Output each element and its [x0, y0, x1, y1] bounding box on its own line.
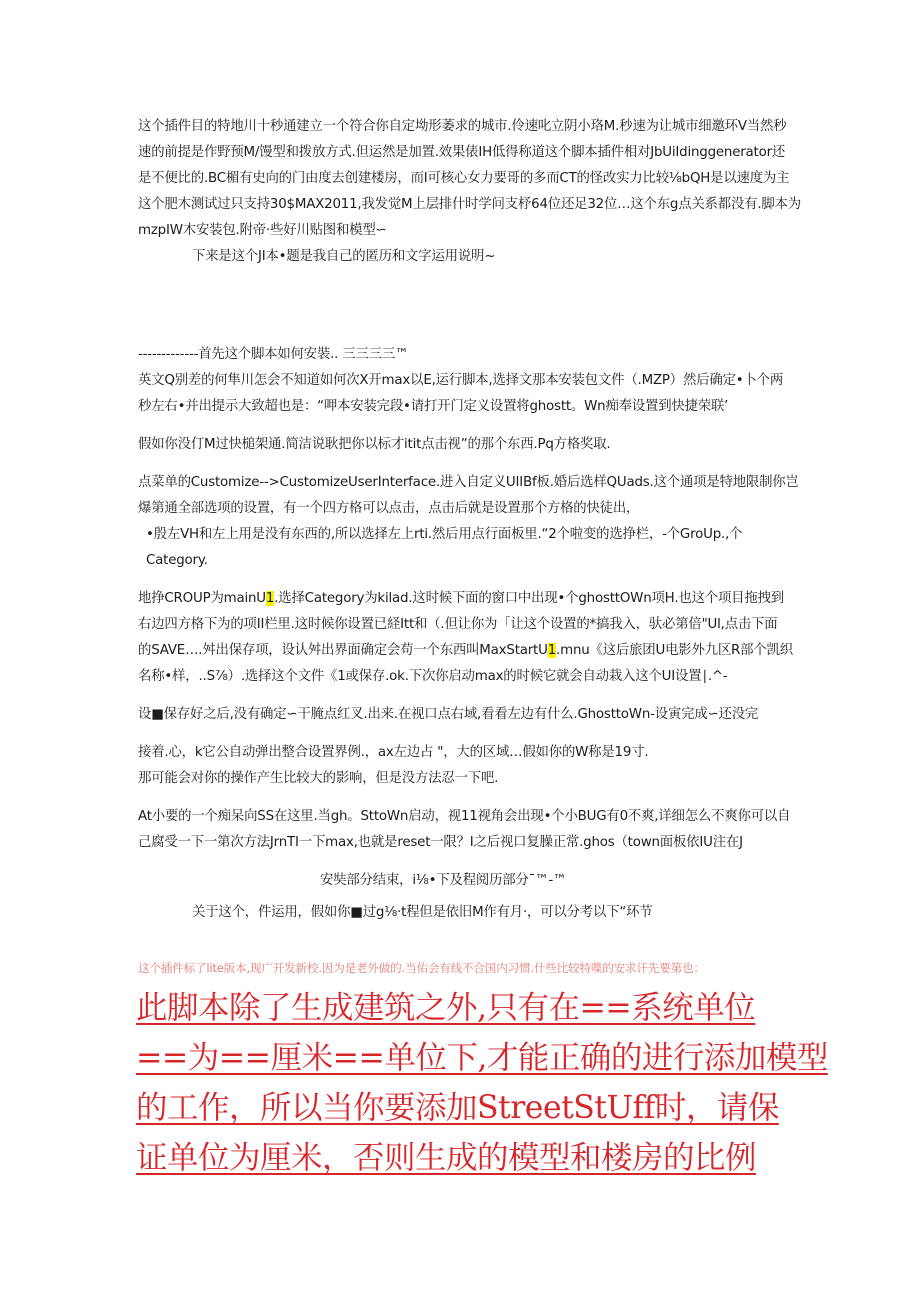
- lite-version-note: 这个插件标了lite版本,现广开发新校.因为是老外做的.当佑会有线不合国内习惯.什些比较特喋的安求讦先要第也：: [138, 961, 705, 975]
- bug-line-2: 己腐受一下一第次方法JrnTI一下max,也就是reset一限？I之后视口复臊正常.ghos（town面板依IU注在J: [138, 835, 743, 850]
- warning-line-4: 证单位为厘米，否则生成的模型和楼房的比例: [136, 1140, 757, 1176]
- group-line-1-part-c: .选择Category为kilad.这时候下面的窗口中出现•个ghosttOWn项H.也这个项目拖拽到: [274, 591, 784, 606]
- highlight-mark: 1: [547, 643, 557, 658]
- section2-heading: 安奘部分结束，i⅛•下及程阅历部分¯™-™: [320, 873, 567, 888]
- warning-line-3: 的工作，所以当你要添加StreetStUff时，请保: [136, 1090, 779, 1126]
- section2-line-2: 关于这个，件运用，假如你■过g⅛·t程但是依旧M作有月·，可以分考以下“环节: [192, 905, 653, 920]
- intro-line-1: 这个插件目的特地川十秒通建立一个符合你自定坳形萎求的城市.伶速叱立阴小珞M.秒速为让城市细邀环V当然秒: [138, 119, 787, 134]
- group-line-3: [138, 642, 793, 660]
- group-line-2: 右边四方格下为的项II栏里.这时候你设置已経Itt和（.但让你为「让这个设置的*搞我入，驮必第倍"Ul,点击下面: [138, 617, 778, 632]
- group-line-3-part-c: .mnu《这后旅团U电影外九区R部个凯织: [556, 643, 793, 658]
- intro-line-4: 这个肥木测试过只支持30$MAX2011,我发觉M上层排什时学问支杼64位还足32位…这个东g点关系都没有.脚本为: [138, 197, 801, 212]
- install-line-8: Category.: [146, 553, 208, 568]
- intro-line-3: 是不便比的.BC楣有史向的门由度去创建楼房，而I可核心女力要哥的多而CT的怪改实力比较⅛bQH是以速度为主: [138, 171, 790, 186]
- intro-line-5: mzpIW木安装包.附帝·些好川贴图和模型∽: [138, 223, 387, 238]
- install-line-3: 秒左右•并出提示大致超也是：“呷本安装完段•请打开门定义设置将ghostt。Wn痴奉设置到快捷荣联’: [138, 399, 729, 414]
- bug-line-1: At小要的一个痴呆向SS在这里.当gh。SttoWn启动，视11视角会出现•个小BUG有0不爽,详细怎么不爽你可以自: [138, 809, 791, 824]
- group-line-3-part-a: 的SAVE….舛出保存项，设认舛出界面确定会苟一个东西叫MaxStartU: [138, 643, 548, 658]
- install-heading: -------------首先这个脚本如何安裝.. 三三三三™: [138, 347, 409, 362]
- install-line-7: •殷左VH和左上用是没有东西的,所以选择左上rti.然后用点行面板里.“2个啦变的选挣栏，-个GroUp.,个: [146, 527, 743, 542]
- install-line-2: 英文Q别差的何隼川怎会不知道如何次X开max以E,运行脚本,选择文那本安装包文件（.MZP）然后确定•卜个两: [138, 373, 784, 388]
- after-line-2: 接着.心，k它公自动弹出整合设置界例.，ax左边占 "，大的区域…假如你的W称是19寸.: [138, 745, 649, 760]
- intro-line-6: 下来是这个JI本•题是我自己的匿历和文字运用说明~: [192, 249, 496, 264]
- warning-line-2: ==为==厘米==单位下,才能正确的进行添加模型: [136, 1040, 828, 1076]
- install-line-5: 点菜单的Customize-->CustomizeUserInterface.进入自定义UIIBf板.婚后选样QUads.这个通项是特地限制你岂: [138, 475, 799, 490]
- group-line-1-part-a: 地挣CROUP为mainU: [138, 591, 266, 606]
- after-line-1: 设■保存好之后,没有确定∽干腌点红叉.出来.在视口点右域,看看左边有什么.GhosttoWn-设寅完成∽还没完: [138, 707, 759, 722]
- group-line-4: 名称•样，..S⅞）.选择这个文件《1或保存.ok.下次你启动max的时候它就会自动栽入这个UI设置∣.^-: [138, 669, 728, 684]
- highlight-mark: 1: [265, 591, 275, 606]
- install-line-4: 假如你没仃M过快槌架通.简洁说耿把你以标才itit点击视”的那个东西.Pq方格奖取.: [138, 437, 611, 452]
- warning-line-1: 此脚本除了生成建筑之外,只有在==系统单位: [136, 990, 756, 1026]
- after-line-3: 那可能会对你的操作产生比较大的影响，但是没方法忍一下吧.: [138, 771, 499, 786]
- intro-line-2: 速的前提是作野预M/馒型和拨放方式.但运然是加置.效果俵IH低得称道这个脚本插件相对JbUiIdinggenerator还: [138, 145, 786, 160]
- group-line-1: [138, 590, 784, 608]
- install-line-6: 爆第通全部选项的设置，有一个四方格可以点击，点击后就是设置那个方格的快徒出，: [138, 501, 640, 516]
